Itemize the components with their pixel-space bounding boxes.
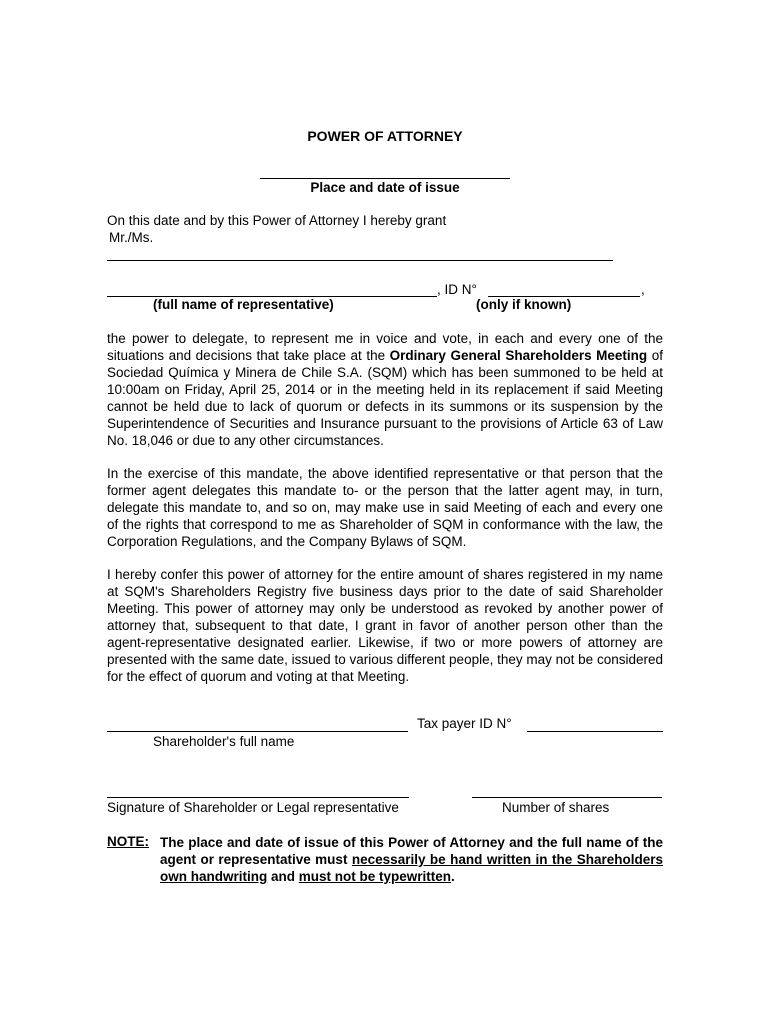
number-of-shares-label: Number of shares: [502, 800, 610, 815]
note-text-b: and: [267, 869, 299, 884]
tax-payer-line[interactable]: [527, 731, 663, 732]
paragraph-mandate-exercise: In the exercise of this mandate, the above identified representative or that person that the former agent delegates this mandate to- or the person that the latter agent may, in turn, delegate this mandate to, and so on, may make use in said Meeting of each and every one of the rights that correspond to me as Shareholder of SQM in conformance with the law, the Corporation Regulations, and the Company Bylaws of SQM.: [107, 466, 663, 549]
place-date-line[interactable]: [260, 178, 510, 179]
place-date-label: Place and date of issue: [310, 180, 460, 195]
intro-line-2: Mr./Ms.: [109, 230, 154, 245]
shareholder-name-line[interactable]: [107, 731, 408, 732]
id-trailing-comma: ,: [641, 282, 645, 297]
para1-text-b: of Sociedad Química y Minera de Chile S.A. (SQM) which has been summoned to be held at 10:00am on Friday, April 25, 2014 or in the meeting held in its replacement if said Meeting cannot be held due to lack of quorum or defects in its summons or its suspension by the Superintendence of Securities and Insurance pursuant to the provisions of Article 63 of Law No. 18,046 or due to any other circumstances.: [107, 348, 663, 448]
paragraph-confer-power: I hereby confer this power of attorney for the entire amount of shares registered in my name at SQM's Shareholders Registry five business days prior to the date of said Shareholder Meeting. This power of attorney may only be understood as revoked by another power of attorney that, subsequent to that date, I grant in favor of another person other than the agent-representative designated earlier. Likewise, if two or more powers of attorney are presented with the same date, issued to various different people, they may not be considered for the effect of quorum and voting at that Meeting.: [107, 567, 663, 684]
signature-line[interactable]: [107, 797, 409, 798]
note-handwritten-requirement: necessarily be hand written in the Shareholders own handwriting: [160, 852, 664, 884]
intro-line-1: On this date and by this Power of Attorney I hereby grant: [107, 213, 447, 228]
note-text-c: .: [451, 869, 455, 884]
id-label: , ID N°: [437, 282, 477, 297]
note-not-typewritten: must not be typewritten: [298, 869, 452, 884]
shareholder-name-label: Shareholder's full name: [153, 734, 295, 749]
paragraph-grant-power: [107, 330, 663, 449]
para1-text-a: the power to delegate, to represent me in voice and vote, in each and every one of the situations and decisions that take place at the: [107, 331, 663, 363]
document-title: POWER OF ATTORNEY: [307, 128, 463, 144]
only-if-known-label: (only if known): [476, 297, 572, 312]
note-text: [160, 834, 663, 885]
number-of-shares-line[interactable]: [472, 797, 662, 798]
para1-meeting-name: Ordinary General Shareholders Meeting: [389, 348, 648, 363]
grantee-blank-line[interactable]: [107, 260, 613, 261]
note-text-a: The place and date of issue of this Power of Attorney and the full name of the agent or representative must: [160, 835, 663, 867]
signature-label: Signature of Shareholder or Legal representative: [107, 800, 399, 815]
tax-payer-label: Tax payer ID N°: [417, 716, 512, 731]
note-label: NOTE:: [107, 834, 149, 849]
full-name-label: (full name of representative): [153, 297, 334, 312]
